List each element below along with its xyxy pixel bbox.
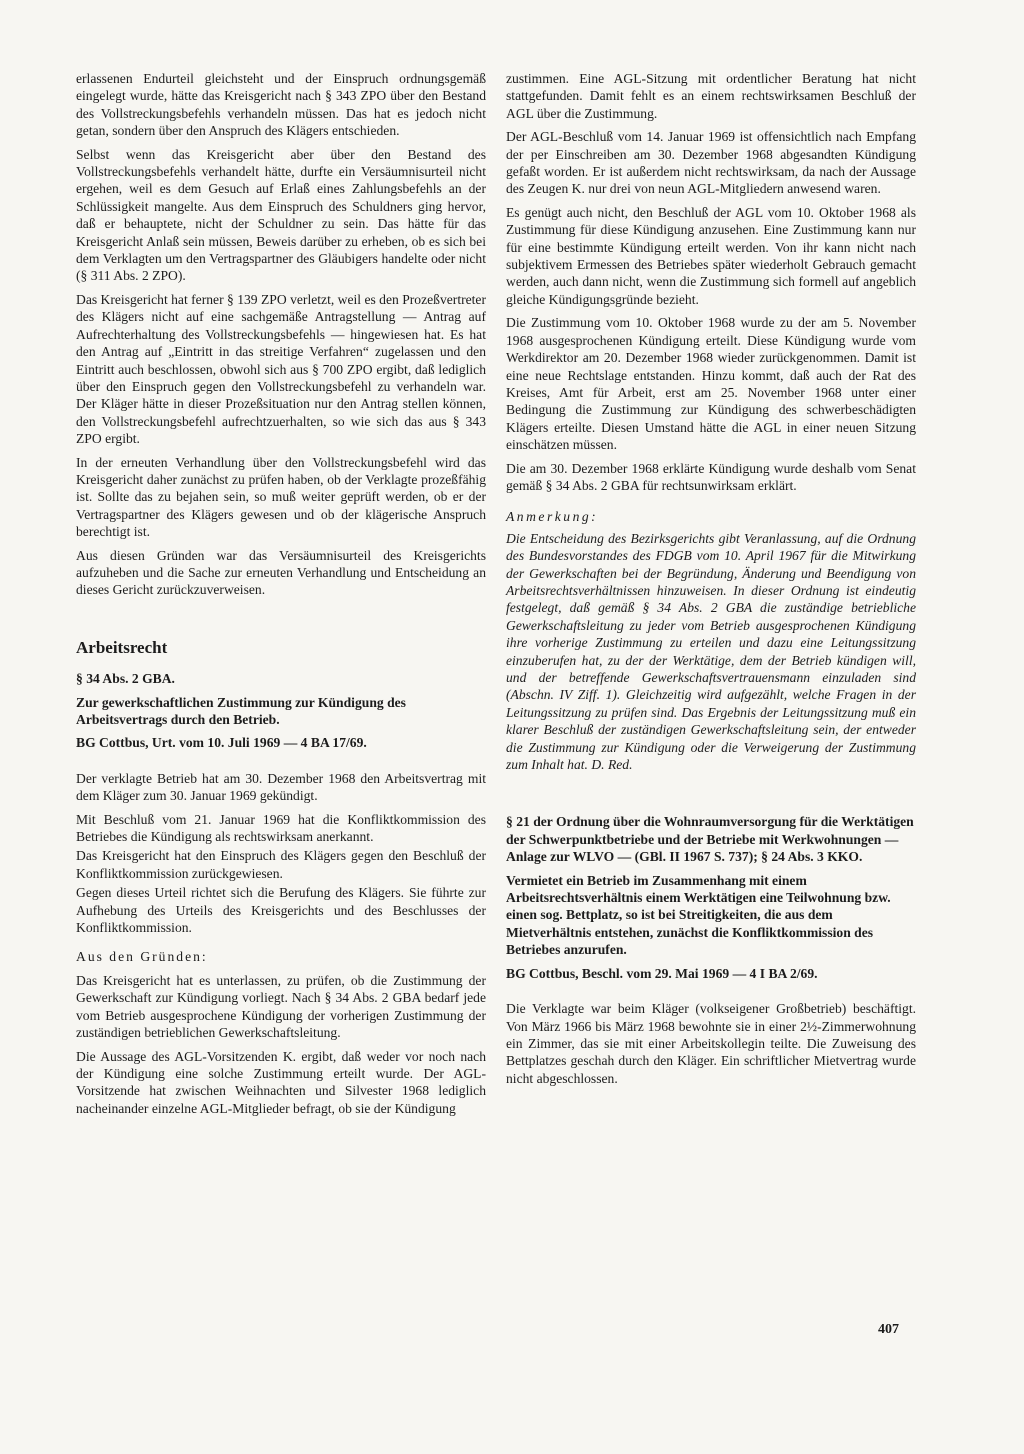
case-heading-statute: § 34 Abs. 2 GBA. xyxy=(76,671,175,687)
left-column xyxy=(76,70,486,1123)
paragraph: Mit Beschluß vom 21. Januar 1969 hat die Konfliktkommission des Betriebes die Kündigung als rechtswirksam anerkannt. xyxy=(76,811,486,845)
section-title: Arbeitsrecht xyxy=(76,637,168,657)
annotation-label: Anmerkung: xyxy=(506,509,599,525)
paragraph: Selbst wenn das Kreisgericht aber über den Bestand des Vollstreckungsbefehls verhandelt hätte, durfte ein Versäumnisurteil nicht ergehen, weil es dem Gesuch auf Erlaß eines Zahlungsbefehls an der Schlüssigkeit mangelte. Aus dem Einspruch des Schuldners ging hervor, daß er behauptete, nicht der Schuldner zu sein. Das hätte für das Kreisgericht Anlaß sein müssen, Beweis darüber zu erheben, ob es sich bei dem Verklagten um den Vertragspartner des Gläubigers handelte oder nicht (§ 311 Abs. 2 ZPO). xyxy=(76,146,486,284)
right-column xyxy=(506,70,916,1093)
case-heading-summary: Vermietet ein Betrieb im Zusammenhang mit einem Arbeitsrechtsverhältnis einem Werktätigen eine Teilwohnung bzw. einen sog. Bettplatz, so ist bei Streitigkeiten, die aus dem Mietverhältnis entstehen, zunächst die Konfliktkommission des Betriebes anzurufen. xyxy=(506,872,891,958)
case-heading-citation: BG Cottbus, Urt. vom 10. Juli 1969 — 4 BA 17/69. xyxy=(76,735,367,751)
case-heading-citation: BG Cottbus, Beschl. vom 29. Mai 1969 — 4 I BA 2/69. xyxy=(506,965,818,981)
editor-signature: D. Red. xyxy=(591,757,633,773)
paragraph: Die am 30. Dezember 1968 erklärte Kündigung wurde deshalb vom Senat gemäß § 34 Abs. 2 GBA für rechtsunwirksam erklärt. xyxy=(506,460,916,493)
page-number: 407 xyxy=(878,1322,899,1337)
case-heading-summary: Zur gewerkschaftlichen Zustimmung zur Kündigung des Arbeitsvertrags durch den Betrieb. xyxy=(76,694,406,727)
paragraph: Das Kreisgericht hat ferner § 139 ZPO verletzt, weil es den Prozeßvertreter des Klägers nicht auf eine sachgemäße Antragstellung — Antrag auf Aufrechterhaltung des Vollstreckungsbefehls — hingewiesen hat. Es hat den Antrag auf „Eintritt in das streitige Verfahren“ zugelassen und den Eintritt auch beschlossen, obwohl sich aus § 700 ZPO ergibt, daß lediglich über den Einspruch gegen den Vollstreckungsbefehl zu verhandeln war. Der Kläger hätte in dieser Prozeßsituation nur den Antrag stellen können, den Vollstreckungsbefehl aufrechtzuerhalten, so wie sich das aus § 343 ZPO ergibt. xyxy=(76,291,486,447)
paragraph: In der erneuten Verhandlung über den Vollstreckungsbefehl wird das Kreisgericht daher zunächst zu prüfen haben, ob der Verklagte prozeßfähig ist. Sollte das zu bejahen sein, so muß weiter geprüft werden, ob er der Vertragspartner des Klägers gewesen und ob der klägerische Anspruch berechtigt ist. xyxy=(76,454,486,540)
paragraph: Aus diesen Gründen war das Versäumnisurteil des Kreisgerichts aufzuheben und die Sache zur erneuten Verhandlung und Entscheidung an dieses Gericht zurückzuverweisen. xyxy=(76,547,486,598)
paragraph: zustimmen. Eine AGL-Sitzung mit ordentlicher Beratung hat nicht stattgefunden. Damit fehlt es an einem rechtswirksamen Beschluß der AGL über die Zustimmung. xyxy=(506,71,916,121)
paragraph: erlassenen Endurteil gleichsteht und der Einspruch ordnungsgemäß eingelegt wurde, hätte das Kreisgericht nach § 343 ZPO über den Bestand des Vollstreckungsbefehls verhandeln müssen. Das hat es jedoch nicht getan, sondern über den Anspruch des Klägers entschieden. xyxy=(76,71,486,139)
grounds-label: Aus den Gründen: xyxy=(76,949,208,965)
paragraph: Das Kreisgericht hat den Einspruch des Klägers gegen den Beschluß der Konfliktkommission zurückgewiesen. xyxy=(76,848,486,881)
paragraph: Der AGL-Beschluß vom 14. Januar 1969 ist offensichtlich nach Empfang der per Einschreiben am 30. Dezember 1968 abgesandten Kündigung gefaßt worden. Er ist außerdem nicht rechtswirksam, da nach der Aussage des Zeugen K. nur drei von neun AGL-Mitgliedern anwesend waren. xyxy=(506,129,916,197)
case-heading-statute: § 21 der Ordnung über die Wohnraumversorgung für die Werktätigen der Schwerpunktbetriebe und der Betriebe mit Werkwohnungen — Anlage zur WLVO — (GBl. II 1967 S. 737); § 24 Abs. 3 KKO. xyxy=(506,814,914,865)
paragraph: Das Kreisgericht hat es unterlassen, zu prüfen, ob die Zustimmung der Gewerkschaft zur Kündigung vorliegt. Nach § 34 Abs. 2 GBA bedarf jede vom Betrieb ausgesprochene Kündigung der vorherigen Zustimmung der zuständigen betrieblichen Gewerkschaftsleitung. xyxy=(76,972,486,1041)
paragraph: Der verklagte Betrieb hat am 30. Dezember 1968 den Arbeitsvertrag mit dem Kläger zum 30. Januar 1969 gekündigt. xyxy=(76,770,486,804)
paragraph: Die Verklagte war beim Kläger (volkseigener Großbetrieb) beschäftigt. Von März 1966 bis März 1968 bewohnte sie in einer 2½-Zimmerwohnung ein Zimmer, das sie mit einer Arbeitskollegin teilte. Die Zuweisung des Bettplatzes geschah durch den Kläger. Ein schriftlicher Mietvertrag wurde nicht abgeschlossen. xyxy=(506,1001,916,1086)
annotation-body: Die Entscheidung des Bezirksgerichts gibt Veranlassung, auf die Ordnung des Bundesvorstandes des FDGB vom 10. April 1967 für die Mitwirkung der Gewerkschaften bei der Begründung, Änderung und Beendigung von Arbeitsrechtsverhältnissen hinzuweisen. In dieser Ordnung ist eindeutig festgelegt, daß gemäß § 34 Abs. 2 GBA die zuständige betriebliche Gewerkschaftsleitung zu jeder vom Betrieb ausgesprochenen Kündigung ihre vorherige Zustimmung zu erteilen und dazu eine Leitungssitzung einzuberufen hat, zu der der Werktätige, dem der Betrieb kündigen will, und der betreffende Gewerkschaftsvertrauensmann einzuladen sind (Abschn. IV Ziff. 1). Gleichzeitig wird aufgezählt, welche Fragen in der Leitungssitzung zu prüfen sind. Das Ergebnis der Leitungssitzung muß ein klarer Beschluß der zuständigen Gewerkschaftsleitung sein, der entweder die Zustimmung zur Kündigung oder die Verweigerung der Zustimmung zum Inhalt hat. xyxy=(506,530,916,773)
paragraph: Die Aussage des AGL-Vorsitzenden K. ergibt, daß weder vor noch nach der Kündigung eine solche Zustimmung erteilt wurde. Der AGL-Vorsitzende hat zwischen Weihnachten und Silvester 1968 lediglich nacheinander einzelne AGL-Mitglieder befragt, ob sie der Kündigung xyxy=(76,1048,486,1116)
paragraph: Es genügt auch nicht, den Beschluß der AGL vom 10. Oktober 1968 als Zustimmung für diese Kündigung anzusehen. Eine Zustimmung kann nur für eine bestimmte Kündigung erteilt werden. Von ihr kann nicht nach subjektivem Ermessen des Betriebes später wiederholt Gebrauch gemacht werden, auch dann nicht, wenn die Zustimmung sich formell auf angeblich gleiche Kündigungsgründe bezieht. xyxy=(506,204,916,307)
annotation-text xyxy=(506,530,916,774)
paragraph: Gegen dieses Urteil richtet sich die Berufung des Klägers. Sie führte zur Aufhebung des Urteils des Kreisgerichts und des Beschlusses der Konfliktkommission. xyxy=(76,885,486,936)
paragraph: Die Zustimmung vom 10. Oktober 1968 wurde zu der am 5. November 1968 ausgesprochenen Kündigung erteilt. Diese Kündigung wurde vom Werkdirektor am 20. Dezember 1968 wieder zurückgenommen. Damit ist eine neue Rechtslage entstanden. Hinzu kommt, daß auch der Rat des Kreises, Amt für Arbeit, erst am 25. November 1968 unter einer Bedingung die Zustimmung zur Kündigung des schwerbeschädigten Klägers erteilte. Diesen Umstand hätte die AGL in einer neuen Sitzung einschätzen müssen. xyxy=(506,315,916,453)
